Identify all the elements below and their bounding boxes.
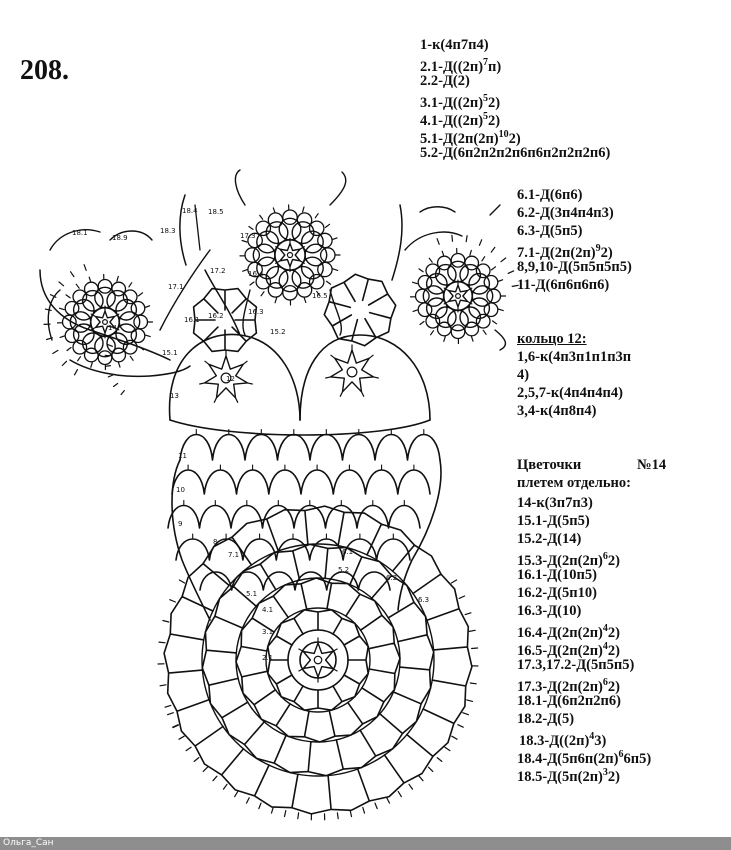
diagram-label: 4.1: [262, 606, 274, 614]
legend-line: 18.1-Д(6п2п2п6): [517, 693, 621, 709]
diagram-label: 5.2: [338, 566, 350, 574]
legend-line: $5.1-Д(2п(2п)^{10}2)$: [420, 129, 521, 147]
diagram-label: 18.4: [182, 207, 198, 215]
diagram-label: 6.3: [418, 596, 430, 604]
legend-line: 17.3,17.2-Д(5п5п5): [517, 657, 635, 673]
legend-line: $17.3-Д(2п(2п)^62)$: [517, 677, 620, 695]
legend-line: 6.2-Д(3п4п4п3): [517, 205, 614, 221]
diagram-label: 5.1: [246, 590, 258, 598]
legend-line: 1-к(4п7п4): [420, 37, 489, 53]
diagram-label: 18.5: [208, 208, 224, 216]
diagram-label: 9: [178, 520, 183, 528]
ring-line: 3,4-к(4п8п4): [517, 403, 597, 419]
diagram-label: 14: [108, 324, 117, 332]
diagram-label: 18.9: [112, 234, 128, 242]
ring-title: кольцо 12:: [517, 331, 587, 347]
legend-line: 16.2-Д(5п10): [517, 585, 597, 601]
legend-line: $2.1-Д((2п)^7п)$: [420, 57, 502, 75]
ring-line: 4): [517, 367, 530, 383]
legend-line: $4.1-Д((2п)^52)$: [420, 111, 501, 129]
legend-line: 15.1-Д(5п5): [517, 513, 590, 529]
legend-line: 16.3-Д(10): [517, 603, 582, 619]
diagram-label: 11: [178, 452, 187, 460]
diagram-label: 10: [176, 486, 185, 494]
legend-line: 5.2-Д(6п2п2п2п6п6п2п2п2п6): [420, 145, 611, 161]
flowers-title-right: №14: [637, 457, 667, 473]
diagram-label: 15.1: [162, 349, 178, 357]
diagram-label: 18.3: [160, 227, 176, 235]
legend-line: $18.4-Д(5п6п(2п)^66п5)$: [517, 749, 652, 767]
diagram-label: 16.2: [208, 312, 224, 320]
legend-line: $16.4-Д(2п(2п)^42)$: [517, 623, 620, 641]
legend-line: $16.5-Д(2п(2п)^42)$: [517, 641, 620, 659]
flowers-title: [517, 456, 707, 474]
legend-line: 2.2-Д(2): [420, 73, 470, 89]
diagram-label: 6.1: [342, 548, 354, 556]
legend-line: 14-к(3п7п3): [517, 495, 593, 511]
legend-line: $15.3-Д(2п(2п)^62)$: [517, 551, 620, 569]
legend-line: 6.3-Д(5п5): [517, 223, 583, 239]
ring-line: 1,6-к(4п3п1п1п3п: [517, 349, 632, 365]
diagram-label: 18.1: [72, 229, 88, 237]
diagram-label: 15.2: [270, 328, 286, 336]
diagram-label: 3.1: [262, 628, 274, 636]
diagram-label: 17.2: [210, 267, 226, 275]
legend-line: 8,9,10-Д(5п5п5п5): [517, 259, 632, 275]
diagram-label: 13: [170, 392, 179, 400]
legend-top-list: [420, 36, 610, 162]
diagram-label: 17.3: [240, 232, 256, 240]
diagram-label: 2.1: [262, 654, 274, 662]
legend-line: $18.3-Д((2п)^43)$: [519, 731, 607, 749]
footer-watermark: Ольга_Сан: [0, 837, 731, 850]
legend-line: 11-Д(6п6п6п6): [517, 277, 610, 293]
legend-line: $18.5-Д(5п(2п)^32)$: [517, 767, 620, 785]
diagram-label: 8: [213, 538, 218, 546]
flowers-list: [517, 494, 652, 785]
diagram-label: 7.1: [228, 551, 240, 559]
diagram-label: 6.2: [386, 574, 398, 582]
legend-line: 16.1-Д(10п5): [517, 567, 597, 583]
diagram-label: 17.1: [168, 283, 184, 291]
diagram-label: 12: [226, 375, 235, 383]
flowers-legend: [517, 456, 707, 492]
diagram-label: 16.5: [312, 292, 328, 300]
legend-line: $7.1-Д(2п(2п)^92)$: [517, 243, 613, 261]
diagram-label: 16.1: [184, 316, 200, 324]
diagram-label: 16.4: [248, 270, 264, 278]
legend-line: 15.2-Д(14): [517, 531, 582, 547]
legend-line: 18.2-Д(5): [517, 711, 575, 727]
ring-legend: [517, 330, 631, 420]
ring-line: 2,5,7-к(4п4п4п4): [517, 385, 623, 401]
page-number: 208.: [20, 55, 69, 86]
diagram-label: 16.3: [248, 308, 264, 316]
flowers-title-left: Цветочки: [517, 457, 582, 473]
legend-line: 6.1-Д(6п6): [517, 187, 583, 203]
flowers-subtitle: плетем отдельно:: [517, 475, 631, 491]
legend-middle-list: [517, 186, 632, 294]
legend-line: $3.1-Д((2п)^52)$: [420, 93, 501, 111]
